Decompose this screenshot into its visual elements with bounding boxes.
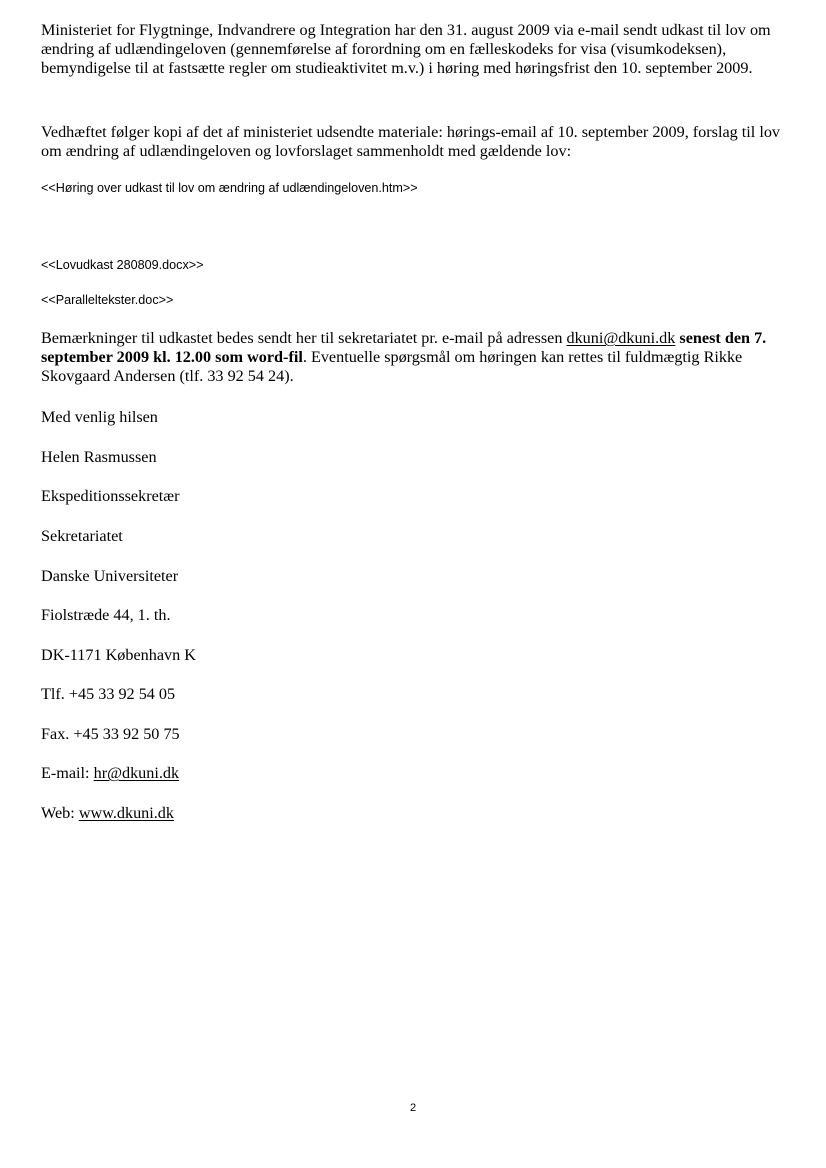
signature-city: DK-1171 København K [41,646,196,664]
signature-street: Fiolstræde 44, 1. th. [41,606,171,624]
signature-organization: Danske Universiteter [41,567,179,585]
attachment-item-hoering[interactable]: <<Høring over udkast til lov om ændring af udlændingeloven.htm>> [41,181,418,195]
deadline-text: senest den 7. september 2009 kl. 12.00 som word-fil [41,329,767,366]
signature-web-link[interactable]: www.dkuni.dk [78,804,174,822]
attachment-item-lovudkast[interactable]: <<Lovudkast 280809.docx>> [41,258,204,272]
signature-email-link[interactable]: hr@dkuni.dk [93,764,180,782]
signature-email-label: E-mail: [41,764,94,782]
page-number: 2 [409,1102,417,1114]
signature-name: Helen Rasmussen [41,448,157,466]
signature-web-line [41,804,174,823]
signature-title: Ekspeditionssekretær [41,487,180,505]
remarks-paragraph [41,329,793,386]
signature-fax: Fax. +45 33 92 50 75 [41,725,180,743]
remarks-text-end: . Eventuelle spørgsmål om høringen kan rettes til fuldmægtig Rikke Skovgaard Andersen (tlf. 33 92 54 24). [41,348,743,385]
signature-email-line [41,764,179,783]
remarks-text-start: Bemærkninger til udkastet bedes sendt her til sekretariatet pr. e-mail på adressen [41,329,567,347]
signature-phone: Tlf. +45 33 92 54 05 [41,685,176,703]
signature-greeting: Med venlig hilsen [41,408,158,426]
signature-web-label: Web: [41,804,79,822]
signature-department: Sekretariatet [41,527,123,545]
secretariat-email-link[interactable]: dkuni@dkuni.dk [566,329,676,347]
intro-paragraph: Ministeriet for Flygtninge, Indvandrere og Integration har den 31. august 2009 via e-mail sendt udkast til lov om ændring af udlændingeloven (gennemførelse af forordning om en fælleskodeks for visa (visumkodeksen), bemyndigelse til at fastsætte regler om studieaktivitet m.v.) i høring med høringsfrist den 10. september 2009. [41,21,771,77]
attachments-intro-paragraph: Vedhæftet følger kopi af det af ministeriet udsendte materiale: hørings-email af 10. september 2009, forslag til lov om ændring af udlændingeloven og lovforslaget sammenholdt med gældende lov: [41,123,781,160]
attachment-item-paralleltekster[interactable]: <<Paralleltekster.doc>> [41,293,174,307]
